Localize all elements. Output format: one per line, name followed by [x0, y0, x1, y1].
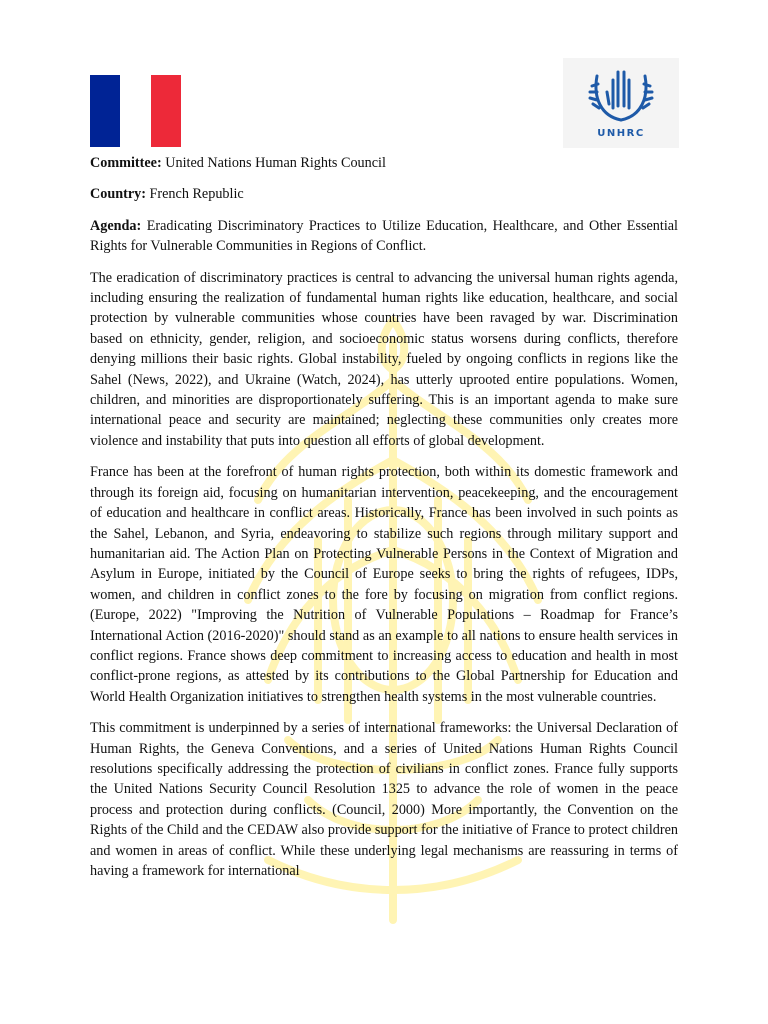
- flag-stripe-white: [120, 75, 150, 147]
- logo-text: UNHRC: [597, 128, 645, 139]
- committee-value: United Nations Human Rights Council: [165, 155, 386, 171]
- country-value: French Republic: [149, 186, 244, 203]
- document-body: [90, 153, 678, 892]
- agenda-line: [90, 216, 678, 257]
- body-paragraph-1: The eradication of discriminatory practices is central to advancing the universal human rights agenda, including ensuring the realization of fundamental human rights like education, healthcare, and social protection by vulnerable communities whose countries have been ravaged by war. Discrimination based on ethnicity, gender, religion, and socioeconomic status worsens during conflicts, therefore denying millions their basic rights. Global instability, fueled by ongoing conflicts in regions like the Sahel (News, 2022), and Ukraine (Watch, 2024), has utterly uprooted entire populations. Women, children, and minorities are disproportionately suffering. This is an important agenda to make sure international peace and security are maintained; neglecting these communities only creates more violence and instability that puts into question all efforts of global development.: [90, 269, 678, 449]
- body-paragraph-3: This commitment is underpinned by a series of international frameworks: the Universal Declaration of Human Rights, the Geneva Conventions, and a series of United Nations Human Rights Council resolutions specifically addressing the protection of civilians in conflict zones. France fully supports the United Nations Security Council Resolution 1325 to advance the role of women in the peace process and protection during conflicts. (Council, 2000) More importantly, the Convention on the Rights of the Child and the CEDAW also provide support for the initiative of France to protect children and women in areas of conflict. While these underlying legal mechanisms are reassuring in terms of having a framework for international: [90, 720, 678, 879]
- flag-stripe-red: [151, 75, 181, 147]
- france-flag-icon: [90, 75, 181, 147]
- agenda-value: Eradicating Discriminatory Practices to Utilize Education, Healthcare, and Other Essential Rights for Vulnerable Communities in Regions of Conflict.: [90, 217, 678, 255]
- country-line: [90, 184, 678, 204]
- unhrc-logo: [563, 58, 679, 148]
- flag-stripe-blue: [90, 75, 120, 147]
- agenda-label: Agenda:: [90, 217, 142, 234]
- country-label: Country:: [90, 186, 146, 203]
- body-paragraph-2: France has been at the forefront of human rights protection, both within its domestic framework and through its foreign aid, focusing on humanitarian intervention, peacekeeping, and the encouragement of education and healthcare in conflict areas. Historically, France has been involved in such points as the Sahel, Lebanon, and Syria, endeavoring to stabilize such regions through military support and humanitarian aid. The Action Plan on Protecting Vulnerable Persons in the Context of Migration and Asylum in Europe, initiated by the Council of Europe seeks to bring the rights of refugees, IDPs, women, and children in conflict zones to the fore by focusing on migration from conflict regions. (Europe, 2022) "Improving the Nutrition of Vulnerable Populations – Roadmap for France’s International Action (2016-2020)" should stand as an example to all nations to ensure health services in conflict regions. France shows deep commitment to increasing access to education and health in most conflict-prone regions, as attested by its contributions to the Global Partnership for Education and World Health Organization initiatives to strengthen health systems in the most vulnerable countries.: [90, 464, 678, 705]
- un-wreath-hand-icon: [563, 58, 679, 128]
- committee-line: [90, 153, 678, 173]
- committee-label: Committee:: [90, 155, 162, 171]
